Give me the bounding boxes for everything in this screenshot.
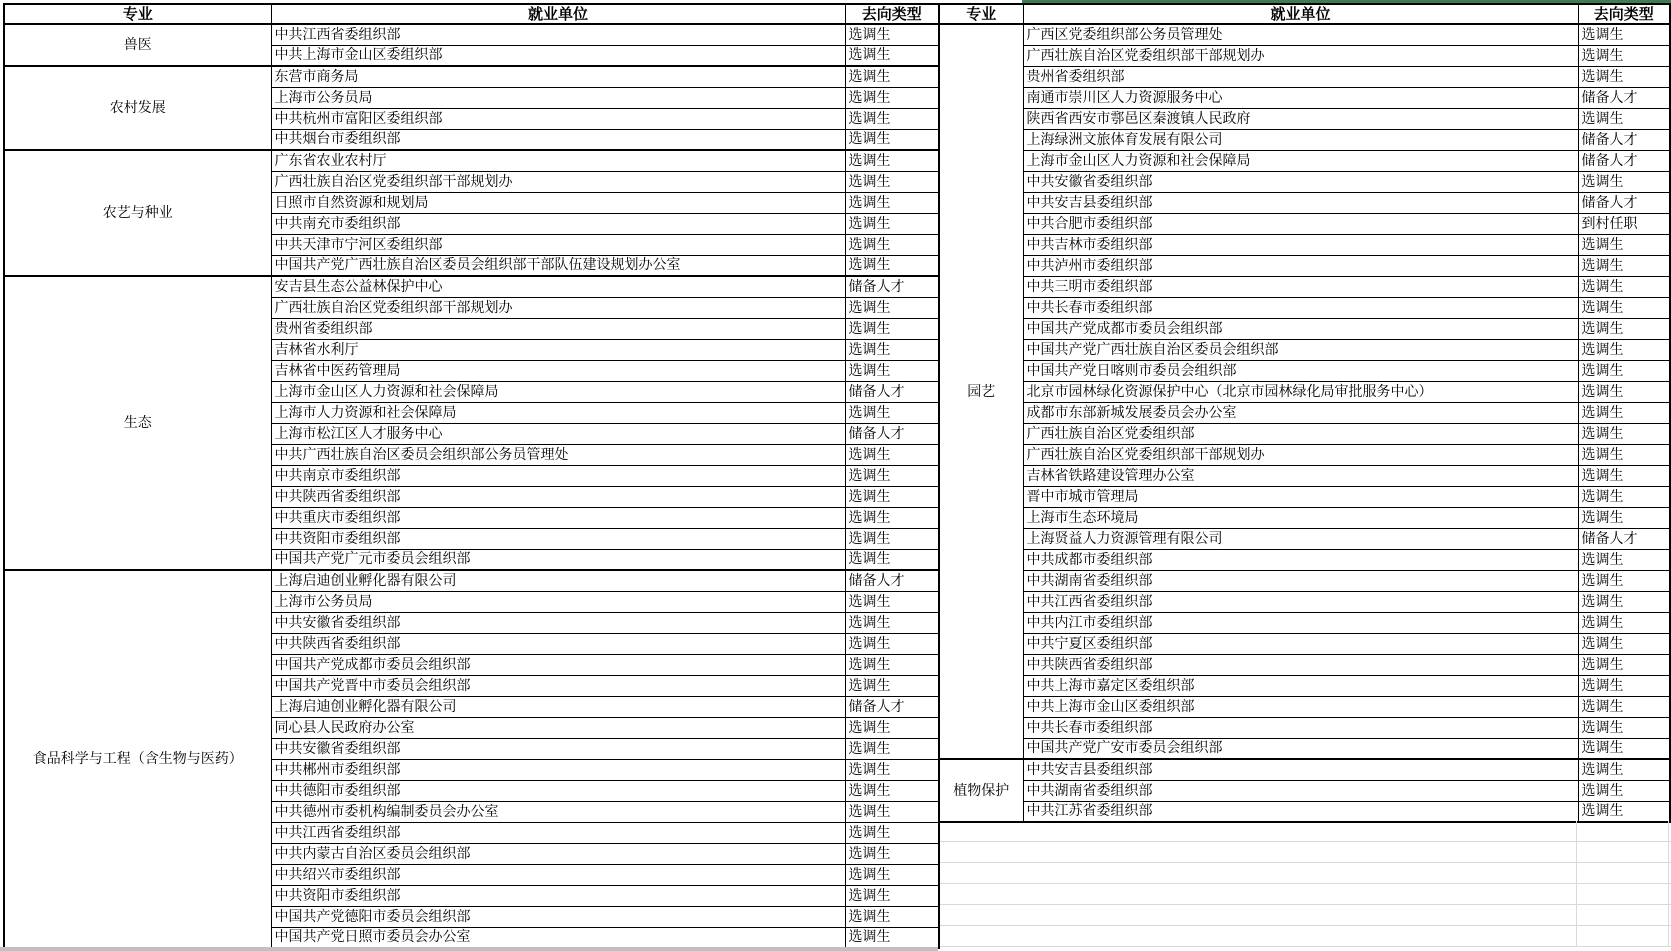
unit-cell[interactable]: 中共上海市金山区委组织部 xyxy=(271,45,845,66)
dest-cell[interactable]: 储备人才 xyxy=(845,423,939,444)
dest-cell[interactable]: 选调生 xyxy=(1578,570,1670,591)
unit-cell[interactable]: 贵州省委组织部 xyxy=(1023,66,1578,87)
dest-cell[interactable]: 到村任职 xyxy=(1578,213,1670,234)
unit-cell[interactable]: 广西壮族自治区党委组织部干部规划办 xyxy=(271,297,845,318)
unit-cell[interactable]: 中共合肥市委组织部 xyxy=(1023,213,1578,234)
dest-cell[interactable]: 选调生 xyxy=(1578,108,1670,129)
unit-cell[interactable]: 晋中市城市管理局 xyxy=(1023,486,1578,507)
dest-cell[interactable]: 选调生 xyxy=(1578,507,1670,528)
dest-cell[interactable]: 选调生 xyxy=(1578,360,1670,381)
dest-cell[interactable]: 选调生 xyxy=(845,402,939,423)
dest-cell[interactable]: 选调生 xyxy=(845,66,939,87)
dest-cell[interactable]: 选调生 xyxy=(1578,465,1670,486)
unit-cell[interactable]: 中共三明市委组织部 xyxy=(1023,276,1578,297)
unit-cell[interactable]: 广西壮族自治区党委组织部 xyxy=(1023,423,1578,444)
unit-cell[interactable]: 中共天津市宁河区委组织部 xyxy=(271,234,845,255)
dest-cell[interactable]: 选调生 xyxy=(845,192,939,213)
unit-cell[interactable]: 中国共产党成都市委员会组织部 xyxy=(1023,318,1578,339)
unit-cell[interactable]: 中国共产党日照市委员会办公室 xyxy=(271,927,845,948)
dest-cell[interactable]: 选调生 xyxy=(1578,402,1670,423)
dest-cell[interactable]: 选调生 xyxy=(845,801,939,822)
unit-cell[interactable]: 贵州省委组织部 xyxy=(271,318,845,339)
unit-cell[interactable]: 中共长春市委组织部 xyxy=(1023,717,1578,738)
unit-cell[interactable]: 中共资阳市委组织部 xyxy=(271,885,845,906)
column-header-dest[interactable]: 去向类型 xyxy=(1578,4,1670,24)
unit-cell[interactable]: 吉林省水利厅 xyxy=(271,339,845,360)
unit-cell[interactable]: 安吉县生态公益林保护中心 xyxy=(271,276,845,297)
unit-cell[interactable]: 中国共产党广元市委员会组织部 xyxy=(271,549,845,570)
unit-cell[interactable]: 中共南充市委组织部 xyxy=(271,213,845,234)
unit-cell[interactable]: 上海市金山区人力资源和社会保障局 xyxy=(271,381,845,402)
unit-cell[interactable]: 中共南京市委组织部 xyxy=(271,465,845,486)
dest-cell[interactable]: 选调生 xyxy=(1578,234,1670,255)
dest-cell[interactable]: 选调生 xyxy=(1578,297,1670,318)
faint-gridline-vertical xyxy=(1668,821,1669,947)
dest-cell[interactable]: 选调生 xyxy=(1578,633,1670,654)
unit-cell[interactable]: 中共江西省委组织部 xyxy=(1023,591,1578,612)
dest-cell[interactable]: 储备人才 xyxy=(1578,129,1670,150)
unit-cell[interactable]: 上海绿洲文旅体育发展有限公司 xyxy=(1023,129,1578,150)
unit-cell[interactable]: 中共安徽省委组织部 xyxy=(1023,171,1578,192)
dest-cell[interactable]: 选调生 xyxy=(1578,444,1670,465)
right-table-body xyxy=(939,24,1670,822)
dest-cell[interactable]: 选调生 xyxy=(845,24,939,45)
unit-cell[interactable]: 中共德阳市委组织部 xyxy=(271,780,845,801)
dest-cell[interactable]: 选调生 xyxy=(1578,171,1670,192)
unit-cell[interactable]: 中共资阳市委组织部 xyxy=(271,528,845,549)
major-cell[interactable]: 植物保护 xyxy=(939,759,1023,822)
unit-cell[interactable]: 上海市公务员局 xyxy=(271,591,845,612)
dest-cell[interactable]: 选调生 xyxy=(845,465,939,486)
dest-cell[interactable]: 选调生 xyxy=(845,171,939,192)
column-header-major[interactable]: 专业 xyxy=(4,4,271,24)
dest-cell[interactable]: 选调生 xyxy=(845,591,939,612)
dest-cell[interactable]: 选调生 xyxy=(845,129,939,150)
unit-cell[interactable]: 中共泸州市委组织部 xyxy=(1023,255,1578,276)
unit-cell[interactable]: 中国共产党广安市委员会组织部 xyxy=(1023,738,1578,759)
unit-cell[interactable]: 中共安徽省委组织部 xyxy=(271,612,845,633)
unit-cell[interactable]: 中共安吉县委组织部 xyxy=(1023,192,1578,213)
dest-cell[interactable]: 储备人才 xyxy=(845,381,939,402)
dest-cell[interactable]: 储备人才 xyxy=(1578,192,1670,213)
dest-cell[interactable]: 选调生 xyxy=(1578,381,1670,402)
empty-grid-area[interactable] xyxy=(940,821,1671,951)
dest-cell[interactable]: 储备人才 xyxy=(1578,528,1670,549)
column-header-unit[interactable]: 就业单位 xyxy=(1023,4,1578,24)
dest-cell[interactable]: 选调生 xyxy=(1578,780,1670,801)
dest-cell[interactable]: 储备人才 xyxy=(845,570,939,591)
dest-cell[interactable]: 选调生 xyxy=(845,843,939,864)
dest-cell[interactable]: 选调生 xyxy=(845,780,939,801)
dest-cell[interactable]: 选调生 xyxy=(1578,717,1670,738)
dest-cell[interactable]: 选调生 xyxy=(845,675,939,696)
unit-cell[interactable]: 中共湖南省委组织部 xyxy=(1023,570,1578,591)
major-cell[interactable]: 农艺与种业 xyxy=(4,150,271,276)
unit-cell[interactable]: 上海市金山区人力资源和社会保障局 xyxy=(1023,150,1578,171)
unit-cell[interactable]: 中共宁夏区委组织部 xyxy=(1023,633,1578,654)
dest-cell[interactable]: 选调生 xyxy=(1578,738,1670,759)
dest-cell[interactable]: 选调生 xyxy=(1578,24,1670,45)
dest-cell[interactable]: 储备人才 xyxy=(845,276,939,297)
unit-cell[interactable]: 上海启迪创业孵化器有限公司 xyxy=(271,570,845,591)
unit-cell[interactable]: 吉林省铁路建设管理办公室 xyxy=(1023,465,1578,486)
unit-cell[interactable]: 中国共产党广西壮族自治区委员会组织部 xyxy=(1023,339,1578,360)
unit-cell[interactable]: 中国共产党日喀则市委员会组织部 xyxy=(1023,360,1578,381)
unit-cell[interactable]: 中共江苏省委组织部 xyxy=(1023,801,1578,822)
dest-cell[interactable]: 选调生 xyxy=(1578,675,1670,696)
dest-cell[interactable]: 储备人才 xyxy=(1578,87,1670,108)
unit-cell[interactable]: 日照市自然资源和规划局 xyxy=(271,192,845,213)
right-employment-table xyxy=(938,3,1671,823)
unit-cell[interactable]: 广西壮族自治区党委组织部干部规划办 xyxy=(1023,45,1578,66)
unit-cell[interactable]: 中共长春市委组织部 xyxy=(1023,297,1578,318)
unit-cell[interactable]: 中共上海市嘉定区委组织部 xyxy=(1023,675,1578,696)
dest-cell[interactable]: 选调生 xyxy=(1578,486,1670,507)
dest-cell[interactable]: 选调生 xyxy=(845,234,939,255)
major-cell[interactable]: 生态 xyxy=(4,276,271,570)
unit-cell[interactable]: 陕西省西安市鄠邑区秦渡镇人民政府 xyxy=(1023,108,1578,129)
dest-cell[interactable]: 选调生 xyxy=(845,150,939,171)
unit-cell[interactable]: 上海启迪创业孵化器有限公司 xyxy=(271,696,845,717)
dest-cell[interactable]: 选调生 xyxy=(1578,759,1670,780)
dest-cell[interactable]: 选调生 xyxy=(845,612,939,633)
right-table-header xyxy=(939,4,1670,24)
dest-cell[interactable]: 选调生 xyxy=(1578,318,1670,339)
column-header-major[interactable]: 专业 xyxy=(939,4,1023,24)
unit-cell[interactable]: 中国共产党晋中市委员会组织部 xyxy=(271,675,845,696)
dest-cell[interactable]: 选调生 xyxy=(845,885,939,906)
dest-cell[interactable]: 选调生 xyxy=(845,444,939,465)
unit-cell[interactable]: 中共安吉县委组织部 xyxy=(1023,759,1578,780)
unit-cell[interactable]: 中共安徽省委组织部 xyxy=(271,738,845,759)
sheet-bottom-strip xyxy=(0,947,938,951)
unit-cell[interactable]: 中共江西省委组织部 xyxy=(271,822,845,843)
dest-cell[interactable]: 选调生 xyxy=(1578,339,1670,360)
unit-cell[interactable]: 北京市园林绿化资源保护中心（北京市园林绿化局审批服务中心） xyxy=(1023,381,1578,402)
dest-cell[interactable]: 选调生 xyxy=(845,213,939,234)
unit-cell[interactable]: 上海市生态环境局 xyxy=(1023,507,1578,528)
unit-cell[interactable]: 中共陕西省委组织部 xyxy=(271,486,845,507)
unit-cell[interactable]: 上海市公务员局 xyxy=(271,87,845,108)
left-employment-table xyxy=(3,3,940,949)
dest-cell[interactable]: 选调生 xyxy=(845,507,939,528)
dest-cell[interactable]: 选调生 xyxy=(1578,801,1670,822)
dest-cell[interactable]: 选调生 xyxy=(1578,591,1670,612)
unit-cell[interactable]: 中共重庆市委组织部 xyxy=(271,507,845,528)
dest-cell[interactable]: 选调生 xyxy=(845,549,939,570)
unit-cell[interactable]: 中共上海市金山区委组织部 xyxy=(1023,696,1578,717)
faint-gridline-vertical xyxy=(1576,821,1577,947)
unit-cell[interactable]: 广西壮族自治区党委组织部干部规划办 xyxy=(271,171,845,192)
dest-cell[interactable]: 选调生 xyxy=(845,486,939,507)
dest-cell[interactable]: 选调生 xyxy=(845,822,939,843)
major-cell[interactable]: 园艺 xyxy=(939,24,1023,759)
unit-cell[interactable]: 中国共产党广西壮族自治区委员会组织部干部队伍建设规划办公室 xyxy=(271,255,845,276)
major-cell[interactable]: 兽医 xyxy=(4,24,271,66)
dest-cell[interactable]: 选调生 xyxy=(845,87,939,108)
dest-cell[interactable]: 选调生 xyxy=(845,360,939,381)
unit-cell[interactable]: 中共郴州市委组织部 xyxy=(271,759,845,780)
dest-cell[interactable]: 选调生 xyxy=(1578,549,1670,570)
dest-cell[interactable]: 选调生 xyxy=(845,633,939,654)
unit-cell[interactable]: 中共杭州市富阳区委组织部 xyxy=(271,108,845,129)
dest-cell[interactable]: 选调生 xyxy=(1578,654,1670,675)
dest-cell[interactable]: 选调生 xyxy=(1578,255,1670,276)
unit-cell[interactable]: 上海市松江区人才服务中心 xyxy=(271,423,845,444)
unit-cell[interactable]: 中共成都市委组织部 xyxy=(1023,549,1578,570)
unit-cell[interactable]: 中共湖南省委组织部 xyxy=(1023,780,1578,801)
dest-cell[interactable]: 选调生 xyxy=(845,759,939,780)
unit-cell[interactable]: 南通市崇川区人力资源服务中心 xyxy=(1023,87,1578,108)
dest-cell[interactable]: 选调生 xyxy=(845,318,939,339)
dest-cell[interactable]: 选调生 xyxy=(1578,66,1670,87)
unit-cell[interactable]: 中共内江市委组织部 xyxy=(1023,612,1578,633)
dest-cell[interactable]: 储备人才 xyxy=(1578,150,1670,171)
dest-cell[interactable]: 选调生 xyxy=(845,108,939,129)
unit-cell[interactable]: 中国共产党成都市委员会组织部 xyxy=(271,654,845,675)
dest-cell[interactable]: 选调生 xyxy=(845,45,939,66)
dest-cell[interactable]: 选调生 xyxy=(1578,45,1670,66)
unit-cell[interactable]: 吉林省中医药管理局 xyxy=(271,360,845,381)
unit-cell[interactable]: 中共绍兴市委组织部 xyxy=(271,864,845,885)
unit-cell[interactable]: 同心县人民政府办公室 xyxy=(271,717,845,738)
unit-cell[interactable]: 广西壮族自治区党委组织部干部规划办 xyxy=(1023,444,1578,465)
dest-cell[interactable]: 选调生 xyxy=(845,654,939,675)
dest-cell[interactable]: 选调生 xyxy=(1578,696,1670,717)
unit-cell[interactable]: 东营市商务局 xyxy=(271,66,845,87)
dest-cell[interactable]: 选调生 xyxy=(845,528,939,549)
unit-cell[interactable]: 成都市东部新城发展委员会办公室 xyxy=(1023,402,1578,423)
left-table-body xyxy=(4,24,939,948)
unit-cell[interactable]: 广西区党委组织部公务员管理处 xyxy=(1023,24,1578,45)
unit-cell[interactable]: 中共德州市委机构编制委员会办公室 xyxy=(271,801,845,822)
dest-cell[interactable]: 选调生 xyxy=(845,717,939,738)
dest-cell[interactable]: 选调生 xyxy=(845,864,939,885)
unit-cell[interactable]: 中共陕西省委组织部 xyxy=(271,633,845,654)
unit-cell[interactable]: 中国共产党德阳市委员会组织部 xyxy=(271,906,845,927)
unit-cell[interactable]: 中共吉林市委组织部 xyxy=(1023,234,1578,255)
left-table-header xyxy=(4,4,939,24)
dest-cell[interactable]: 选调生 xyxy=(1578,612,1670,633)
unit-cell[interactable]: 中共内蒙古自治区委员会组织部 xyxy=(271,843,845,864)
dest-cell[interactable]: 选调生 xyxy=(1578,276,1670,297)
major-cell[interactable]: 食品科学与工程（含生物与医药） xyxy=(4,570,271,948)
unit-cell[interactable]: 广东省农业农村厅 xyxy=(271,150,845,171)
unit-cell[interactable]: 中共陕西省委组织部 xyxy=(1023,654,1578,675)
unit-cell[interactable]: 中共广西壮族自治区委员会组织部公务员管理处 xyxy=(271,444,845,465)
dest-cell[interactable]: 选调生 xyxy=(845,255,939,276)
dest-cell[interactable]: 选调生 xyxy=(845,927,939,948)
column-header-dest[interactable]: 去向类型 xyxy=(845,4,939,24)
dest-cell[interactable]: 选调生 xyxy=(845,906,939,927)
unit-cell[interactable]: 上海贤益人力资源管理有限公司 xyxy=(1023,528,1578,549)
dest-cell[interactable]: 选调生 xyxy=(845,339,939,360)
major-cell[interactable]: 农村发展 xyxy=(4,66,271,150)
dest-cell[interactable]: 选调生 xyxy=(1578,423,1670,444)
unit-cell[interactable]: 上海市人力资源和社会保障局 xyxy=(271,402,845,423)
dest-cell[interactable]: 储备人才 xyxy=(845,696,939,717)
unit-cell[interactable]: 中共江西省委组织部 xyxy=(271,24,845,45)
column-header-unit[interactable]: 就业单位 xyxy=(271,4,845,24)
unit-cell[interactable]: 中共烟台市委组织部 xyxy=(271,129,845,150)
dest-cell[interactable]: 选调生 xyxy=(845,297,939,318)
dest-cell[interactable]: 选调生 xyxy=(845,738,939,759)
